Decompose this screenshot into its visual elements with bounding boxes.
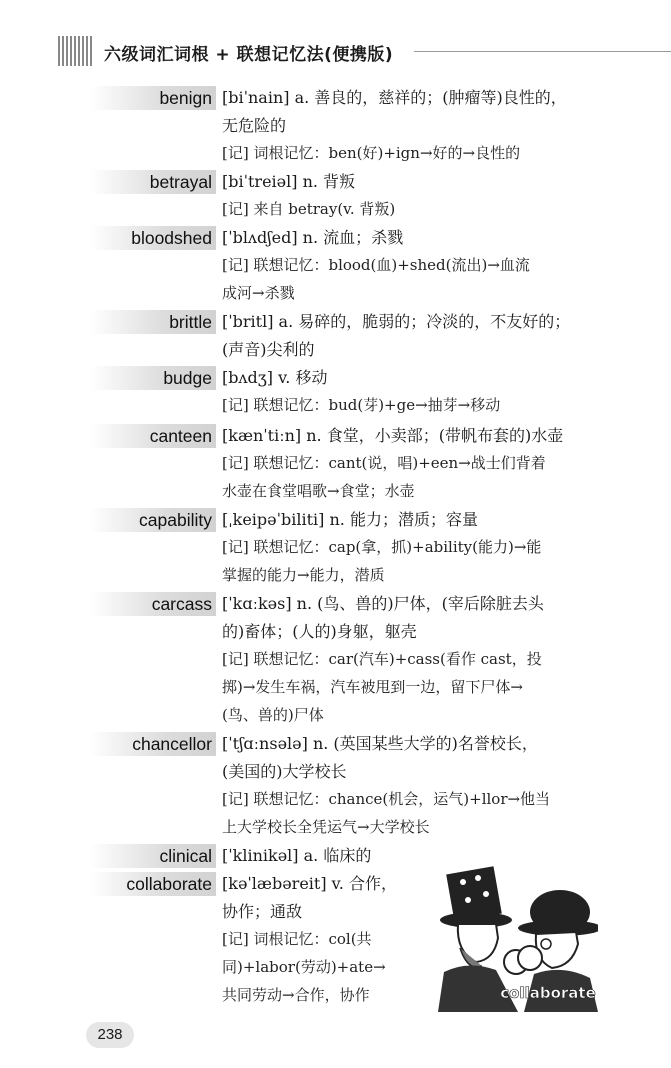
definition-line: [ˈbritl] a. 易碎的，脆弱的；冷淡的，不友好的； xyxy=(222,312,571,331)
headword-bloodshed: bloodshed xyxy=(90,226,216,250)
definition-line: [biˈnain] a. 善良的，慈祥的；(肿瘤等)良性的， xyxy=(222,88,567,107)
definition-line: [ˈklinikəl] a. 临床的 xyxy=(222,846,372,865)
definition-line: [ˌkeipəˈbiliti] n. 能力；潜质；容量 xyxy=(222,510,478,529)
memory-tip-line: [记] 联想记忆：blood(血)+shed(流出)→血流 xyxy=(222,256,530,274)
page-header xyxy=(58,36,671,66)
memory-tip-line: 同)+labor(劳动)+ate→ xyxy=(222,958,386,976)
illustration-caption: collaborate xyxy=(500,984,596,1002)
definition-line: [ˈblʌdʃed] n. 流血；杀戮 xyxy=(222,228,404,247)
memory-tip-line: [记] 联想记忆：cap(拿，抓)+ability(能力)→能 xyxy=(222,538,542,556)
memory-tip-line: [记] 词根记忆：col(共 xyxy=(222,930,372,948)
headword-brittle: brittle xyxy=(90,310,216,334)
headword-budge: budge xyxy=(90,366,216,390)
headword-canteen: canteen xyxy=(90,424,216,448)
headword-carcass: carcass xyxy=(90,592,216,616)
memory-tip-line: 掌握的能力→能力，潜质 xyxy=(222,566,385,584)
header-decoration-bars xyxy=(58,36,94,66)
memory-tip-line: [记] 联想记忆：bud(芽)+ge→抽芽→移动 xyxy=(222,396,501,414)
memory-tip-line: [记] 词根记忆：ben(好)+ign→好的→良性的 xyxy=(222,144,521,162)
memory-tip-line: [记] 联想记忆：car(汽车)+cass(看作 cast，投 xyxy=(222,650,542,668)
definition-line: [biˈtreiəl] n. 背叛 xyxy=(222,172,356,191)
definition-line: 的)畜体；(人的)身躯，躯壳 xyxy=(222,622,417,641)
definition-line: [ˈkɑːkəs] n. (鸟、兽的)尸体，(宰后除脏去头 xyxy=(222,594,544,613)
handshake-cartoon-icon xyxy=(438,862,598,1012)
memory-tip-line: [记] 联想记忆：cant(说，唱)+een→战士们背着 xyxy=(222,454,546,472)
headword-clinical: clinical xyxy=(90,844,216,868)
collaborate-illustration xyxy=(438,862,598,1012)
headword-betrayal: betrayal xyxy=(90,170,216,194)
headword-capability: capability xyxy=(90,508,216,532)
definition-line: [kəˈlæbəreit] v. 合作， xyxy=(222,874,397,893)
memory-tip-line: [记] 联想记忆：chance(机会，运气)+llor→他当 xyxy=(222,790,551,808)
definition-line: (美国的)大学校长 xyxy=(222,762,347,781)
memory-tip-line: 掷)→发生车祸，汽车被甩到一边，留下尸体→ xyxy=(222,678,523,696)
definition-line: [kænˈtiːn] n. 食堂，小卖部；(带帆布套的)水壶 xyxy=(222,426,564,445)
definition-line: [ˈtʃɑːnsələ] n. (英国某些大学的)名誉校长， xyxy=(222,734,538,753)
memory-tip-line: [记] 来自 betray(v. 背叛) xyxy=(222,200,396,218)
memory-tip-line: 成河→杀戮 xyxy=(222,284,295,302)
page-number: 238 xyxy=(86,1022,134,1048)
memory-tip-line: 上大学校长全凭运气→大学校长 xyxy=(222,818,430,836)
definition-line: [bʌdʒ] v. 移动 xyxy=(222,368,328,387)
headword-benign: benign xyxy=(90,86,216,110)
headword-collaborate: collaborate xyxy=(90,872,216,896)
headword-chancellor: chancellor xyxy=(90,732,216,756)
header-rule xyxy=(414,51,671,52)
definition-line: (声音)尖利的 xyxy=(222,340,315,359)
book-title: 六级词汇词根 + 联想记忆法(便携版) xyxy=(104,45,394,65)
memory-tip-line: 共同劳动→合作，协作 xyxy=(222,986,370,1004)
definition-line: 无危险的 xyxy=(222,116,287,135)
definition-line: 协作；通敌 xyxy=(222,902,303,921)
memory-tip-line: (鸟、兽的)尸体 xyxy=(222,706,324,724)
memory-tip-line: 水壶在食堂唱歌→食堂；水壶 xyxy=(222,482,415,500)
